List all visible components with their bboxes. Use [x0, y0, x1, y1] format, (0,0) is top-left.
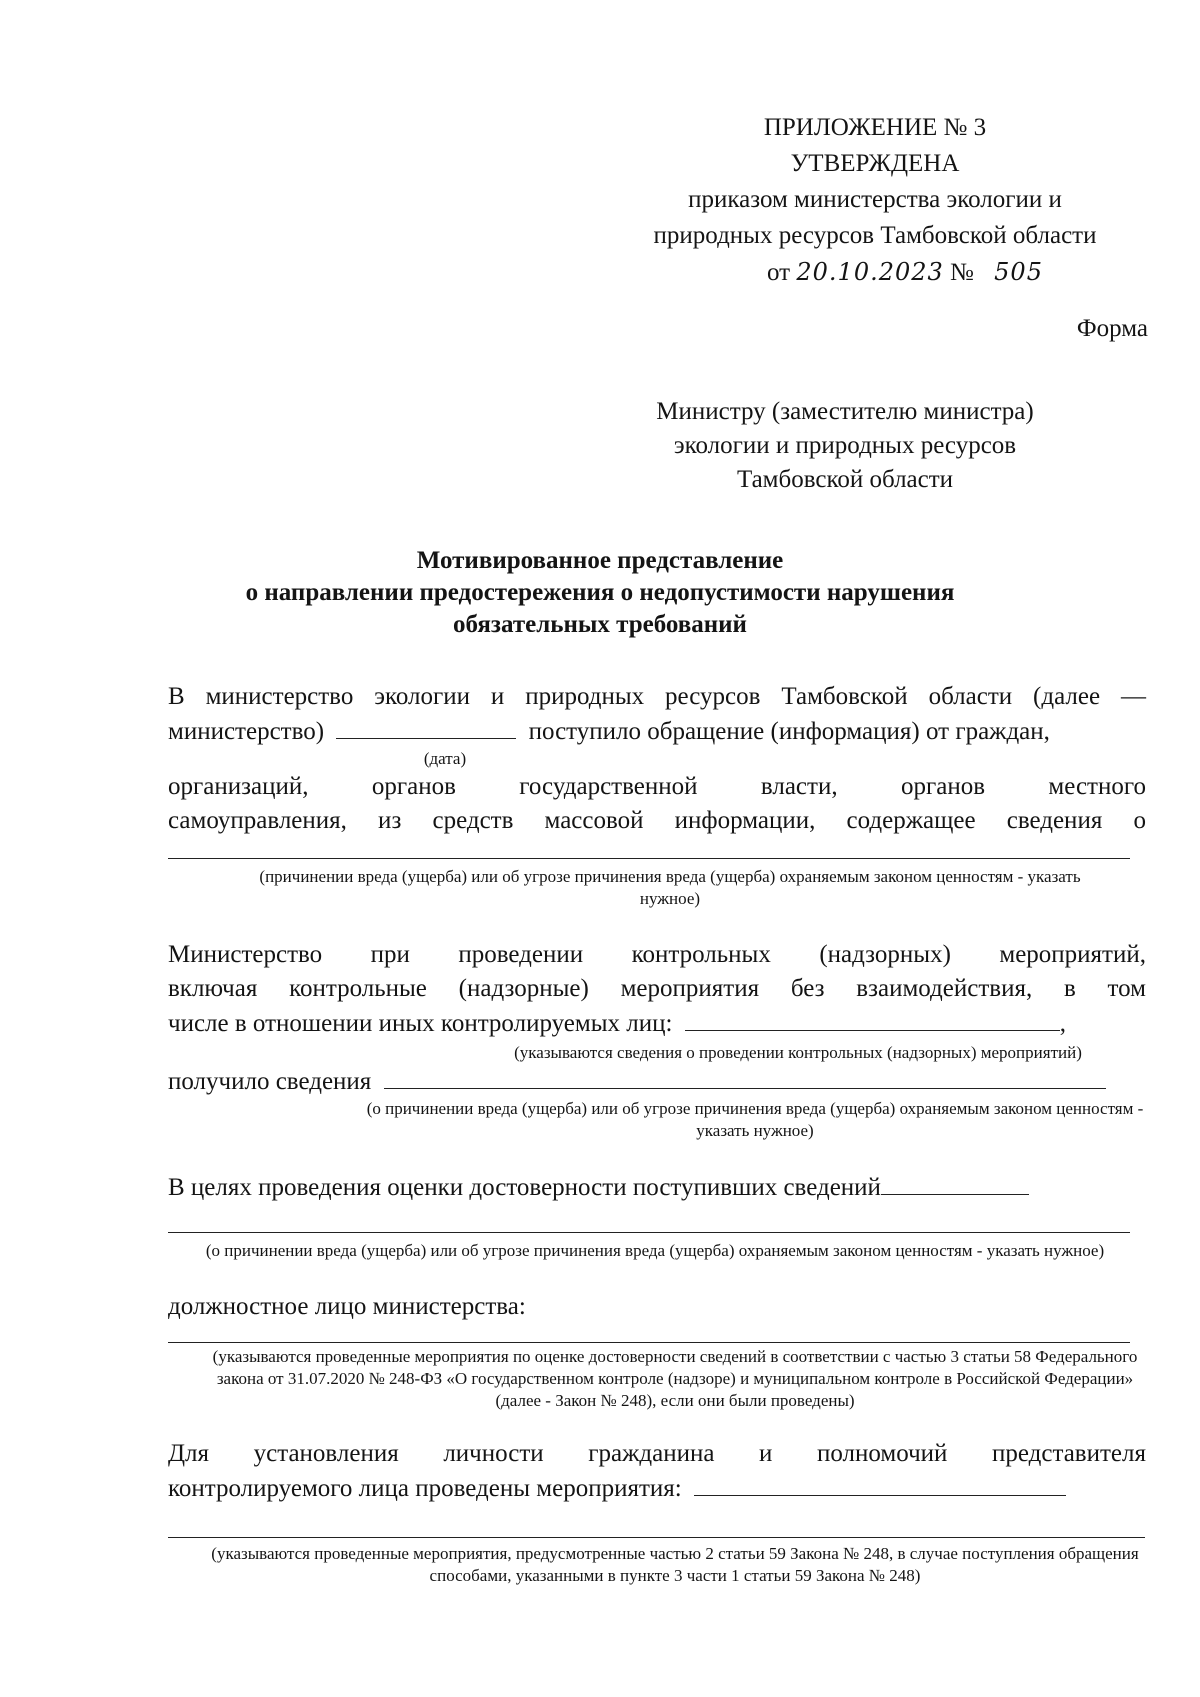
p3-line-2: должностное лицо министерства: [168, 1293, 526, 1320]
p3-hint-2: (указываются проведенные мероприятия по оценке достоверности сведений в соответствии с частью 3 статьи 58 Федерального закона от 31.07.2020 № 248-ФЗ «О государственном контроле (надзоре) и муниципальном контроле в Российской Федерации» (далее - Закон № 248), если они были проведены) [212, 1347, 1138, 1410]
form-label: Форма [1076, 315, 1148, 342]
addressee-line-2: экологии и природных ресурсов [673, 432, 1017, 459]
p2-line-3: числе в отношении иных контролируемых лиц: , [168, 1006, 1146, 1041]
p4-line-2 [168, 1471, 1146, 1506]
p1-received-text: поступило обращение (информация) от граждан, [528, 718, 1050, 745]
p1-ministry-word: министерство) [168, 718, 325, 745]
document-title [150, 545, 1050, 641]
number-label: № [950, 259, 974, 286]
identity-measures-blank-line-2[interactable] [168, 1537, 1145, 1538]
official-measures-blank[interactable] [168, 1342, 1130, 1343]
order-line-2: природных ресурсов Тамбовской области [653, 222, 1097, 249]
addressee-line-1: Министру (заместителю министра) [656, 398, 1034, 425]
p2-line-3-text: числе в отношении иных контролируемых лиц: [168, 1010, 673, 1037]
addressee-line-3: Тамбовской области [736, 466, 954, 493]
title-line-1: Мотивированное представление [416, 547, 784, 574]
p2-received-line [168, 1064, 1146, 1099]
p4-hint: (указываются проведенные мероприятия, предусмотренные частью 2 статьи 59 Закона № 248, в случае поступления обращения способами, указанными в пункте 3 части 1 статьи 59 Закона № 248) [211, 1544, 1139, 1585]
reliability-blank-line-2[interactable] [168, 1232, 1130, 1233]
p3-official-line [168, 1290, 1146, 1324]
control-measures-blank[interactable] [685, 1006, 1060, 1031]
received-info-blank[interactable] [384, 1064, 1106, 1089]
date-hint: (дата) [423, 749, 467, 768]
p1-line-4: самоуправления, из средств массовой информации, содержащее сведения о [168, 807, 1146, 834]
p1-info-blank[interactable] [168, 858, 1130, 859]
order-line-1: приказом министерства экологии и [688, 186, 1062, 213]
p1-line-3: организаций, органов государственной власти, органов местного [168, 773, 1146, 800]
title-line-2: о направлении предостережения о недопустимости нарушения [245, 579, 955, 606]
appendix-number: ПРИЛОЖЕНИЕ № 3 [763, 114, 987, 141]
approval-header [600, 110, 1150, 291]
reliability-blank[interactable] [881, 1170, 1029, 1195]
handwritten-number: 505 [994, 258, 1043, 286]
p3-hint: (о причинении вреда (ущерба) или об угрозе причинения вреда (ущерба) охраняемым законом ценностям - указать нужное) [205, 1241, 1105, 1260]
paragraph-1-cont [168, 770, 1146, 838]
addressee-block [620, 395, 1070, 497]
p4-line-1: Для установления личности гражданина и полномочий представителя [168, 1440, 1146, 1467]
p2-line-1: Министерство при проведении контрольных (надзорных) мероприятий, [168, 941, 1146, 968]
paragraph-2 [168, 938, 1146, 1041]
p1-line-1: В министерство экологии и природных ресурсов Тамбовской области (далее — [168, 683, 1146, 710]
p1-line-2 [168, 714, 1146, 749]
paragraph-3 [168, 1170, 1146, 1205]
approved-label: УТВЕРЖДЕНА [790, 150, 960, 177]
title-line-3: обязательных требований [453, 611, 747, 638]
from-label: от [767, 259, 791, 286]
identity-measures-blank[interactable] [694, 1471, 1066, 1496]
paragraph-4 [168, 1437, 1146, 1506]
order-date-line [660, 254, 1150, 291]
p4-line-2-text: контролируемого лица проведены мероприятия: [168, 1475, 682, 1502]
paragraph-1 [168, 680, 1146, 749]
p2-hint-2: (о причинении вреда (ущерба) или об угрозе причинения вреда (ущерба) охраняемым законом ценностям - указать нужное) [366, 1099, 1144, 1140]
handwritten-date: 20.10.2023 [796, 258, 944, 286]
p2-line-2: включая контрольные (надзорные) мероприятия без взаимодействия, в том [168, 975, 1146, 1002]
date-blank-field[interactable] [336, 714, 516, 739]
p3-line-1-text: В целях проведения оценки достоверности поступивших сведений [168, 1174, 881, 1201]
p2-hint-1: (указываются сведения о проведении контрольных (надзорных) мероприятий) [514, 1043, 1082, 1062]
p1-hint: (причинении вреда (ущерба) или об угрозе причинения вреда (ущерба) охраняемым законом ценностям - указать нужное) [259, 867, 1081, 908]
p2-line-4-text: получило сведения [168, 1068, 372, 1095]
